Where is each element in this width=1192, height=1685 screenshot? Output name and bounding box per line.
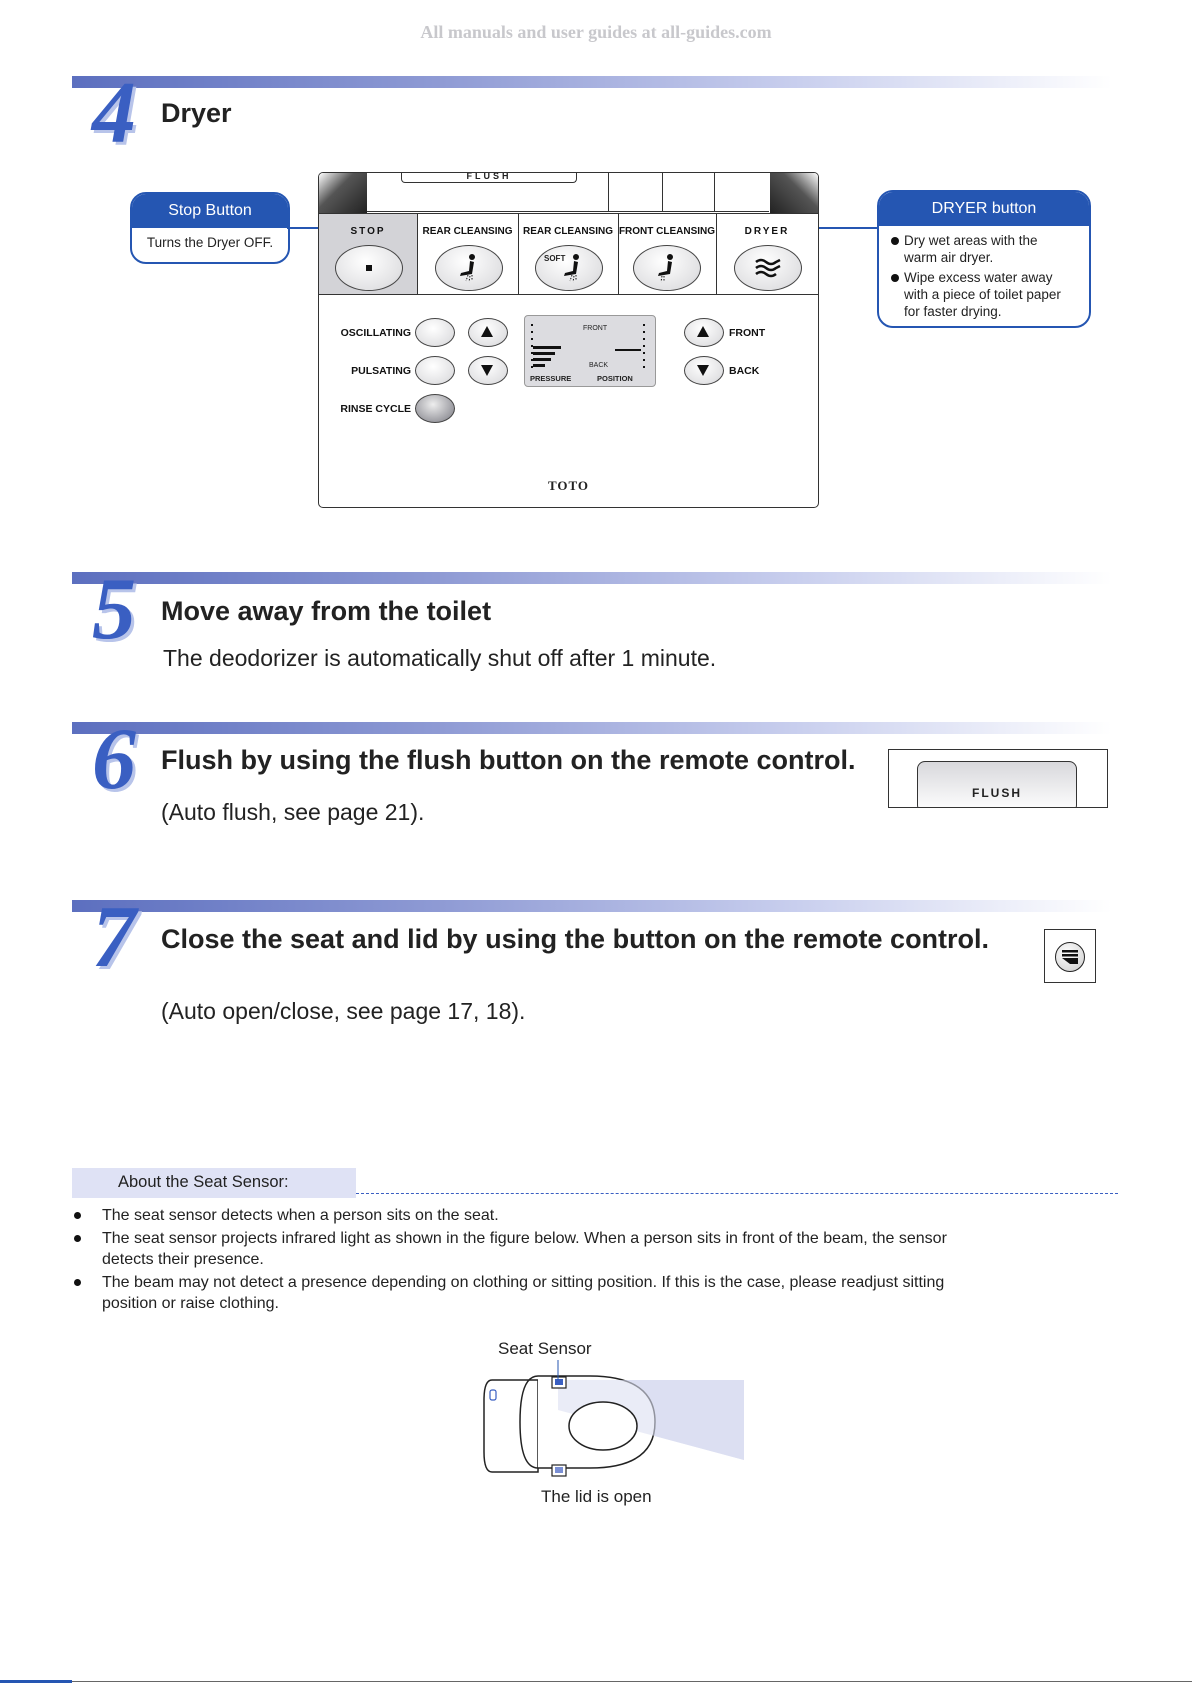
position-back-button[interactable] <box>684 356 724 385</box>
step-6-number: 6 <box>92 711 136 808</box>
seated-person-front-icon <box>654 252 680 284</box>
rear-cleansing-button-label: REAR CLEANSING <box>422 226 513 237</box>
step-6-title: Flush by using the flush button on the remote control. <box>161 745 856 775</box>
dryer-button[interactable] <box>734 245 802 291</box>
list-item: The seat sensor projects infrared light as shown in the figure below. When a person sits in front of the beam, the sensor detects their presence. <box>72 1228 1112 1270</box>
footer-line <box>0 1681 1192 1682</box>
step-4-bar <box>72 76 1112 88</box>
toilet-seat-sensor-diagram <box>480 1360 760 1485</box>
panel-top-right-corner <box>770 173 818 213</box>
lid-open-label: The lid is open <box>541 1487 652 1506</box>
lcd-dots-right <box>643 324 645 368</box>
panel-top-divider <box>608 173 609 211</box>
lcd-position-label: POSITION <box>597 374 633 383</box>
back-label: BACK <box>729 365 760 377</box>
step-5-bar <box>72 572 1112 584</box>
up-arrow-icon <box>481 326 493 337</box>
list-item: The seat sensor detects when a person sits on the seat. <box>72 1205 1112 1226</box>
up-arrow-icon <box>697 326 709 337</box>
step-5-title: Move away from the toilet <box>161 596 492 626</box>
step-7-body: (Auto open/close, see page 17, 18). <box>161 998 526 1024</box>
dryer-callout-title: DRYER button <box>879 192 1089 226</box>
panel-top-left-corner <box>319 173 367 213</box>
step-4-title: Dryer <box>161 98 232 128</box>
pressure-down-button[interactable] <box>468 356 508 385</box>
remote-control-panel <box>318 172 819 508</box>
pressure-up-button[interactable] <box>468 318 508 347</box>
brand-logo: TOTO <box>547 478 590 493</box>
seat-sensor-divider <box>356 1193 1118 1194</box>
button-row <box>319 213 818 295</box>
down-arrow-icon <box>481 365 493 376</box>
lcd-pressure-label: PRESSURE <box>530 374 572 383</box>
stop-button-callout <box>130 192 290 264</box>
dryer-callout-item: Wipe excess water away with a piece of toilet paper for faster drying. <box>891 269 1089 320</box>
seat-lid-button-figure <box>1044 929 1096 983</box>
rinse-cycle-label: RINSE CYCLE <box>340 403 411 415</box>
seat-sensor-heading: About the Seat Sensor: <box>118 1173 289 1191</box>
pressure-level-bars <box>533 346 561 367</box>
lcd-back-label: BACK <box>589 362 609 369</box>
step-4-number: 4 <box>92 65 136 162</box>
flush-button-label: FLUSH <box>972 786 1022 800</box>
front-cleansing-button[interactable] <box>633 245 701 291</box>
front-cleansing-button-label: FRONT CLEANSING <box>618 226 716 237</box>
warm-air-icon <box>753 258 783 278</box>
rear-cleansing-soft-button-label: REAR CLEANSING <box>522 226 613 237</box>
stop-button-label: STOP <box>350 226 386 237</box>
rear-cleansing-button[interactable] <box>435 245 503 291</box>
oscillating-button[interactable] <box>415 318 455 347</box>
pulsating-button[interactable] <box>415 356 455 385</box>
list-item: The beam may not detect a presence depending on clothing or sitting position. If this is the case, please readjust sitting position or raise clothing. <box>72 1272 1112 1314</box>
down-arrow-icon <box>697 365 709 376</box>
seated-person-icon <box>560 252 586 284</box>
bullet-dot <box>74 1235 81 1242</box>
lcd-display <box>524 315 656 387</box>
close-seat-lid-icon <box>1060 948 1080 966</box>
step-6-bar <box>72 722 1112 734</box>
step-7-title: Close the seat and lid by using the button on the remote control. <box>161 924 990 954</box>
footer-accent <box>0 1680 72 1683</box>
soft-label: SOFT <box>544 254 566 263</box>
pulsating-label: PULSATING <box>351 365 411 377</box>
bullet-dot <box>74 1279 81 1286</box>
bullet-dot <box>74 1212 81 1219</box>
watermark: All manuals and user guides at all-guides.com <box>420 22 772 42</box>
step-6-body: (Auto flush, see page 21). <box>161 799 425 825</box>
seated-person-icon <box>456 252 482 284</box>
seat-lid-button[interactable] <box>1055 942 1085 972</box>
step-5-body: The deodorizer is automatically shut off after 1 minute. <box>163 645 717 671</box>
bullet-dot <box>891 274 899 282</box>
stop-button[interactable] <box>335 245 403 291</box>
step-5-number: 5 <box>92 561 136 658</box>
step-7-bar <box>72 900 1112 912</box>
panel-top-divider <box>662 173 663 211</box>
dryer-button-label: DRYER <box>744 226 790 237</box>
seat-sensor-bullets <box>72 1205 1112 1314</box>
panel-top-divider <box>714 173 715 211</box>
rinse-cycle-button[interactable] <box>415 394 455 423</box>
dryer-callout-item: Dry wet areas with the warm air dryer. <box>891 232 1089 266</box>
stop-callout-text: Turns the Dryer OFF. <box>146 235 274 250</box>
dryer-button-callout <box>877 190 1091 328</box>
stop-square-icon <box>366 265 372 271</box>
flush-button[interactable] <box>917 761 1077 808</box>
oscillating-label: OSCILLATING <box>340 327 411 339</box>
front-label: FRONT <box>729 327 766 339</box>
lcd-front-label: FRONT <box>583 325 608 332</box>
bullet-dot <box>891 237 899 245</box>
lcd-dots-left <box>531 324 533 368</box>
seat-sensor-label: Seat Sensor <box>498 1339 592 1358</box>
position-front-button[interactable] <box>684 318 724 347</box>
position-indicator <box>615 349 641 351</box>
flush-button-figure <box>888 749 1108 808</box>
seat-sensor-heading-box <box>72 1168 356 1198</box>
panel-flush-tab[interactable]: FLUSH <box>401 173 577 183</box>
stop-callout-title: Stop Button <box>132 194 288 228</box>
rear-cleansing-soft-button[interactable] <box>535 245 603 291</box>
step-7-number: 7 <box>92 889 136 986</box>
